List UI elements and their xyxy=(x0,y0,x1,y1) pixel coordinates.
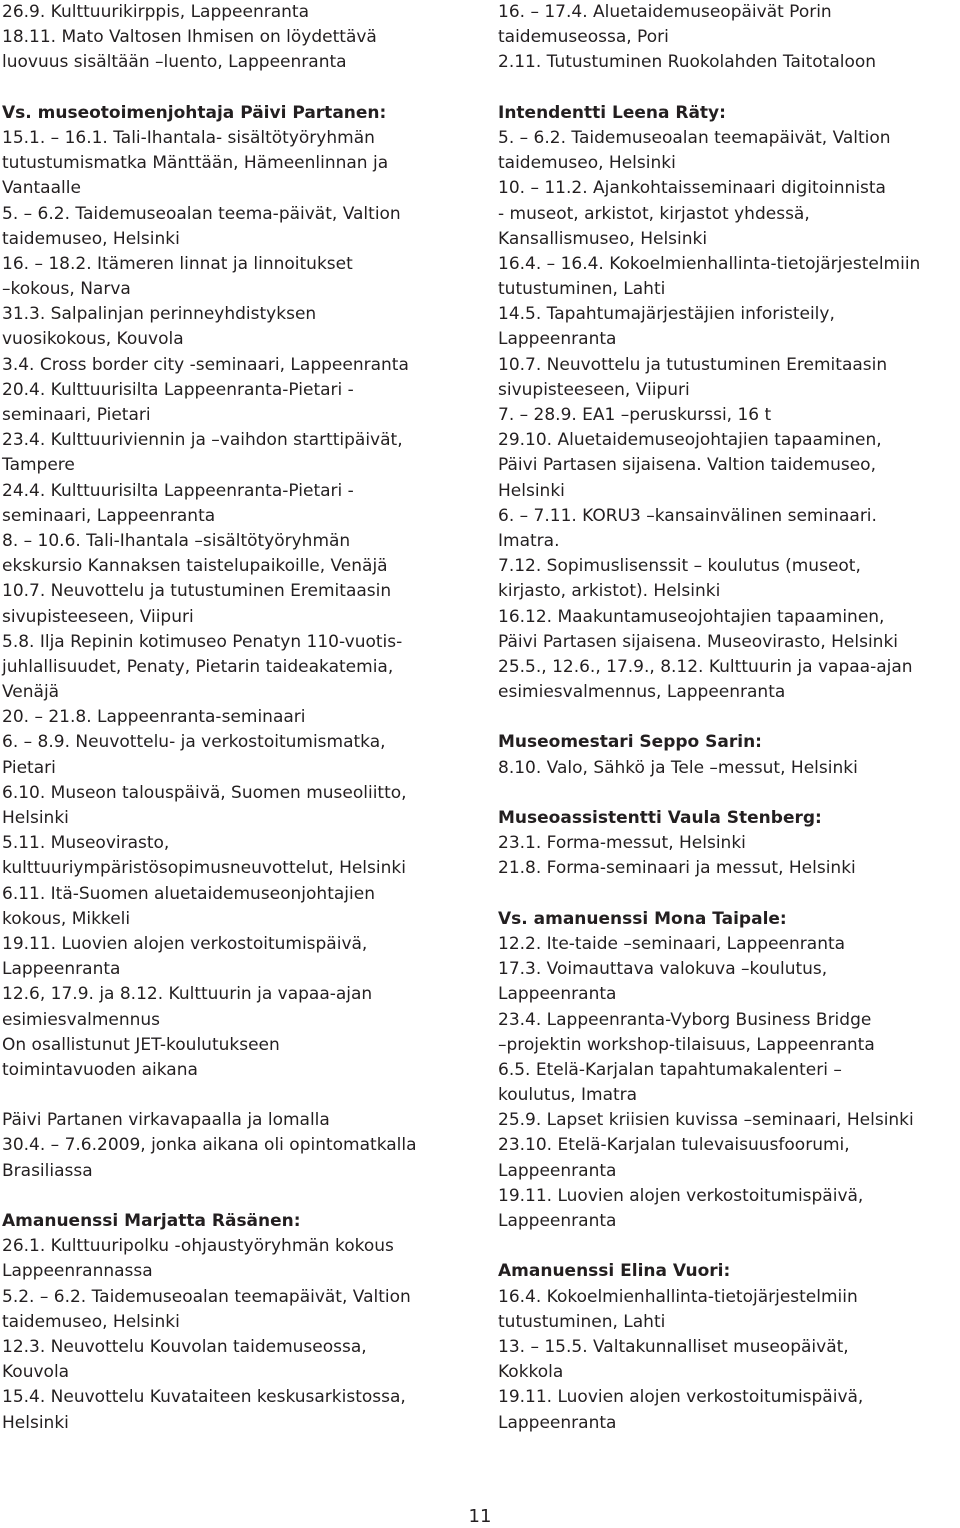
text-line: tutustuminen, Lahti xyxy=(498,1311,666,1332)
text-line: 5.8. Ilja Repinin kotimuseo Penatyn 110-vuotis- xyxy=(2,631,403,652)
text-line: Lappeenranta xyxy=(2,959,121,980)
text-line: 23.4. Kulttuuriviennin ja –vaihdon starttipäivät, xyxy=(2,430,403,451)
text-line: Lappeenranta xyxy=(498,1211,617,1231)
text-line: juhlallisuudet, Penaty, Pietarin taideakatemia, xyxy=(2,656,394,677)
text-line: 23.1. Forma-messut, Helsinki xyxy=(498,833,746,854)
spacer xyxy=(498,882,960,907)
text-line: On osallistunut JET-koulutukseen xyxy=(2,1034,280,1055)
text-line: Imatra. xyxy=(498,530,560,551)
text-line: taidemuseo, Helsinki xyxy=(2,228,180,249)
text-line: 30.4. – 7.6.2009, jonka aikana oli opintomatkalla xyxy=(2,1135,417,1156)
text-line: 12.6, 17.9. ja 8.12. Kulttuurin ja vapaa-ajan xyxy=(2,984,373,1005)
spacer xyxy=(2,1083,476,1108)
text-line: Lappeenrannassa xyxy=(2,1261,153,1282)
spacer xyxy=(498,781,960,806)
text-line: 25.5., 12.6., 17.9., 8.12. Kulttuurin ja vapaa-ajan xyxy=(498,656,913,677)
left-column xyxy=(2,0,476,1436)
text-line: Kansallismuseo, Helsinki xyxy=(498,228,708,249)
text-line: esimiesvalmennus xyxy=(2,1009,161,1030)
text-line: seminaari, Lappeenranta xyxy=(2,505,216,526)
text-line: Päivi Partasen sijaisena. Valtion taidemuseo, xyxy=(498,455,876,476)
section-heading: Vs. amanuenssi Mona Taipale: xyxy=(498,908,787,929)
text-line: Lappeenranta xyxy=(498,329,617,350)
text-line: 15.4. Neuvottelu Kuvataiteen keskusarkistossa, xyxy=(2,1387,406,1408)
right-column xyxy=(498,0,960,1436)
text-line: 18.11. Mato Valtosen Ihmisen on löydettävä xyxy=(2,27,377,48)
text-line: 19.11. Luovien alojen verkostoitumispäivä, xyxy=(2,933,368,954)
text-line: 6.11. Itä-Suomen aluetaidemuseonjohtajien xyxy=(2,883,375,904)
text-line: Lappeenranta xyxy=(498,1412,617,1433)
section-heading: Vs. museotoimenjohtaja Päivi Partanen: xyxy=(2,102,387,123)
spacer xyxy=(498,76,960,101)
text-line: 16. – 17.4. Aluetaidemuseopäivät Porin xyxy=(498,2,832,22)
text-line: 6. – 7.11. KORU3 –kansainvälinen seminaari. xyxy=(498,505,877,526)
text-line: Päivi Partanen virkavapaalla ja lomalla xyxy=(2,1110,330,1131)
section-heading: Museomestari Seppo Sarin: xyxy=(498,732,762,753)
section-heading: Museoassistentti Vaula Stenberg: xyxy=(498,808,822,828)
text-line: Helsinki xyxy=(2,808,69,828)
section-heading: Amanuenssi Elina Vuori: xyxy=(498,1261,731,1282)
text-line: 13. – 15.5. Valtakunnalliset museopäivät, xyxy=(498,1336,849,1357)
text-line: Helsinki xyxy=(2,1412,69,1433)
text-line: 5. – 6.2. Taidemuseoalan teema-päivät, Valtion xyxy=(2,203,401,224)
text-line: 7.12. Sopimuslisenssit – koulutus (museot, xyxy=(498,556,861,577)
text-line: - museot, arkistot, kirjastot yhdessä, xyxy=(498,203,810,224)
text-line: 12.2. Ite-taide –seminaari, Lappeenranta xyxy=(498,933,846,954)
text-line: sivupisteeseen, Viipuri xyxy=(2,606,194,627)
text-line: Tampere xyxy=(2,455,75,476)
text-line: Vantaalle xyxy=(2,178,81,199)
text-line: 23.10. Etelä-Karjalan tulevaisuusfoorumi, xyxy=(498,1135,850,1156)
text-line: Kouvola xyxy=(2,1362,70,1383)
text-line: –projektin workshop-tilaisuus, Lappeenranta xyxy=(498,1034,875,1055)
text-line: 5.2. – 6.2. Taidemuseoalan teemapäivät, Valtion xyxy=(2,1286,411,1307)
text-line: 16.12. Maakuntamuseojohtajien tapaaminen, xyxy=(498,606,885,627)
text-line: kirjasto, arkistot). Helsinki xyxy=(498,581,721,602)
spacer xyxy=(2,1184,476,1209)
spacer xyxy=(498,705,960,730)
text-line: 16.4. Kokoelmienhallinta-tietojärjestelmiin xyxy=(498,1286,858,1307)
text-line: Päivi Partasen sijaisena. Museovirasto, Helsinki xyxy=(498,631,899,652)
text-line: tutustuminen, Lahti xyxy=(498,279,666,300)
text-line: Helsinki xyxy=(498,480,565,501)
page-number: 11 xyxy=(468,1506,492,1527)
text-line: taidemuseossa, Pori xyxy=(498,27,669,48)
text-line: 5.11. Museovirasto, xyxy=(2,833,170,854)
text-line: Lappeenranta xyxy=(498,1160,617,1181)
text-line: kokous, Mikkeli xyxy=(2,908,131,929)
text-line: 6. – 8.9. Neuvottelu- ja verkostoitumismatka, xyxy=(2,732,386,753)
text-line: taidemuseo, Helsinki xyxy=(2,1311,180,1332)
text-line: 31.3. Salpalinjan perinneyhdistyksen xyxy=(2,304,317,325)
text-line: 5. – 6.2. Taidemuseoalan teemapäivät, Valtion xyxy=(498,127,891,148)
text-line: 3.4. Cross border city -seminaari, Lappeenranta xyxy=(2,354,409,375)
spacer xyxy=(498,1234,960,1259)
text-line: sivupisteeseen, Viipuri xyxy=(498,379,690,400)
text-line: toimintavuoden aikana xyxy=(2,1059,198,1080)
text-line: 17.3. Voimauttava valokuva –koulutus, xyxy=(498,959,828,980)
text-line: 25.9. Lapset kriisien kuvissa –seminaari, Helsinki xyxy=(498,1110,914,1131)
text-line: ekskursio Kannaksen taistelupaikoille, Venäjä xyxy=(2,556,388,577)
text-line: esimiesvalmennus, Lappeenranta xyxy=(498,682,786,703)
text-line: luovuus sisältään –luento, Lappeenranta xyxy=(2,52,347,73)
text-line: Kokkola xyxy=(498,1362,564,1383)
text-line: 8. – 10.6. Tali-Ihantala –sisältötyöryhmän xyxy=(2,530,351,551)
text-line: kulttuuriympäristösopimusneuvottelut, Helsinki xyxy=(2,858,406,879)
text-line: 6.5. Etelä-Karjalan tapahtumakalenteri – xyxy=(498,1059,842,1080)
text-line: seminaari, Pietari xyxy=(2,405,151,425)
text-line: 16.4. – 16.4. Kokoelmienhallinta-tietojärjestelmiin xyxy=(498,253,921,274)
text-line: Pietari xyxy=(2,757,56,778)
text-line: vuosikokous, Kouvola xyxy=(2,329,184,350)
text-line: taidemuseo, Helsinki xyxy=(498,153,676,174)
text-line: 16. – 18.2. Itämeren linnat ja linnoitukset xyxy=(2,253,353,274)
section-heading: Amanuenssi Marjatta Räsänen: xyxy=(2,1211,301,1231)
text-line: 20. – 21.8. Lappeenranta-seminaari xyxy=(2,707,306,728)
text-line: 12.3. Neuvottelu Kouvolan taidemuseossa, xyxy=(2,1336,367,1357)
text-line: 19.11. Luovien alojen verkostoitumispäivä, xyxy=(498,1185,864,1206)
text-line: koulutus, Imatra xyxy=(498,1085,638,1106)
text-line: 10.7. Neuvottelu ja tutustuminen Eremitaasin xyxy=(498,354,888,375)
text-line: Brasiliassa xyxy=(2,1160,93,1181)
text-line: tutustumismatka Mänttään, Hämeenlinnan ja xyxy=(2,153,389,174)
text-line: 14.5. Tapahtumajärjestäjien inforisteily, xyxy=(498,304,835,325)
text-line: –kokous, Narva xyxy=(2,279,131,300)
text-line: 24.4. Kulttuurisilta Lappeenranta-Pietari - xyxy=(2,480,354,501)
text-line: 21.8. Forma-seminaari ja messut, Helsinki xyxy=(498,858,856,879)
text-line: 20.4. Kulttuurisilta Lappeenranta-Pietari - xyxy=(2,379,354,400)
text-line: 2.11. Tutustuminen Ruokolahden Taitotaloon xyxy=(498,52,877,73)
text-line: 8.10. Valo, Sähkö ja Tele –messut, Helsinki xyxy=(498,757,858,778)
text-line: Lappeenranta xyxy=(498,984,617,1005)
text-line: 29.10. Aluetaidemuseojohtajien tapaaminen, xyxy=(498,430,882,451)
text-line: 10. – 11.2. Ajankohtaisseminaari digitoinnista xyxy=(498,178,886,199)
section-heading: Intendentti Leena Räty: xyxy=(498,102,726,123)
text-line: 26.1. Kulttuuripolku -ohjaustyöryhmän kokous xyxy=(2,1236,394,1257)
text-line: 26.9. Kulttuurikirppis, Lappeenranta xyxy=(2,2,310,22)
spacer xyxy=(2,76,476,101)
text-line: 6.10. Museon talouspäivä, Suomen museoliitto, xyxy=(2,782,407,803)
text-line: 19.11. Luovien alojen verkostoitumispäivä, xyxy=(498,1387,864,1408)
text-line: 23.4. Lappeenranta-Vyborg Business Bridge xyxy=(498,1009,872,1030)
text-line: 7. – 28.9. EA1 –peruskurssi, 16 t xyxy=(498,405,772,425)
text-line: Venäjä xyxy=(2,682,60,703)
text-line: 10.7. Neuvottelu ja tutustuminen Eremitaasin xyxy=(2,581,392,602)
text-line: 15.1. – 16.1. Tali-Ihantala- sisältötyöryhmän xyxy=(2,127,375,148)
